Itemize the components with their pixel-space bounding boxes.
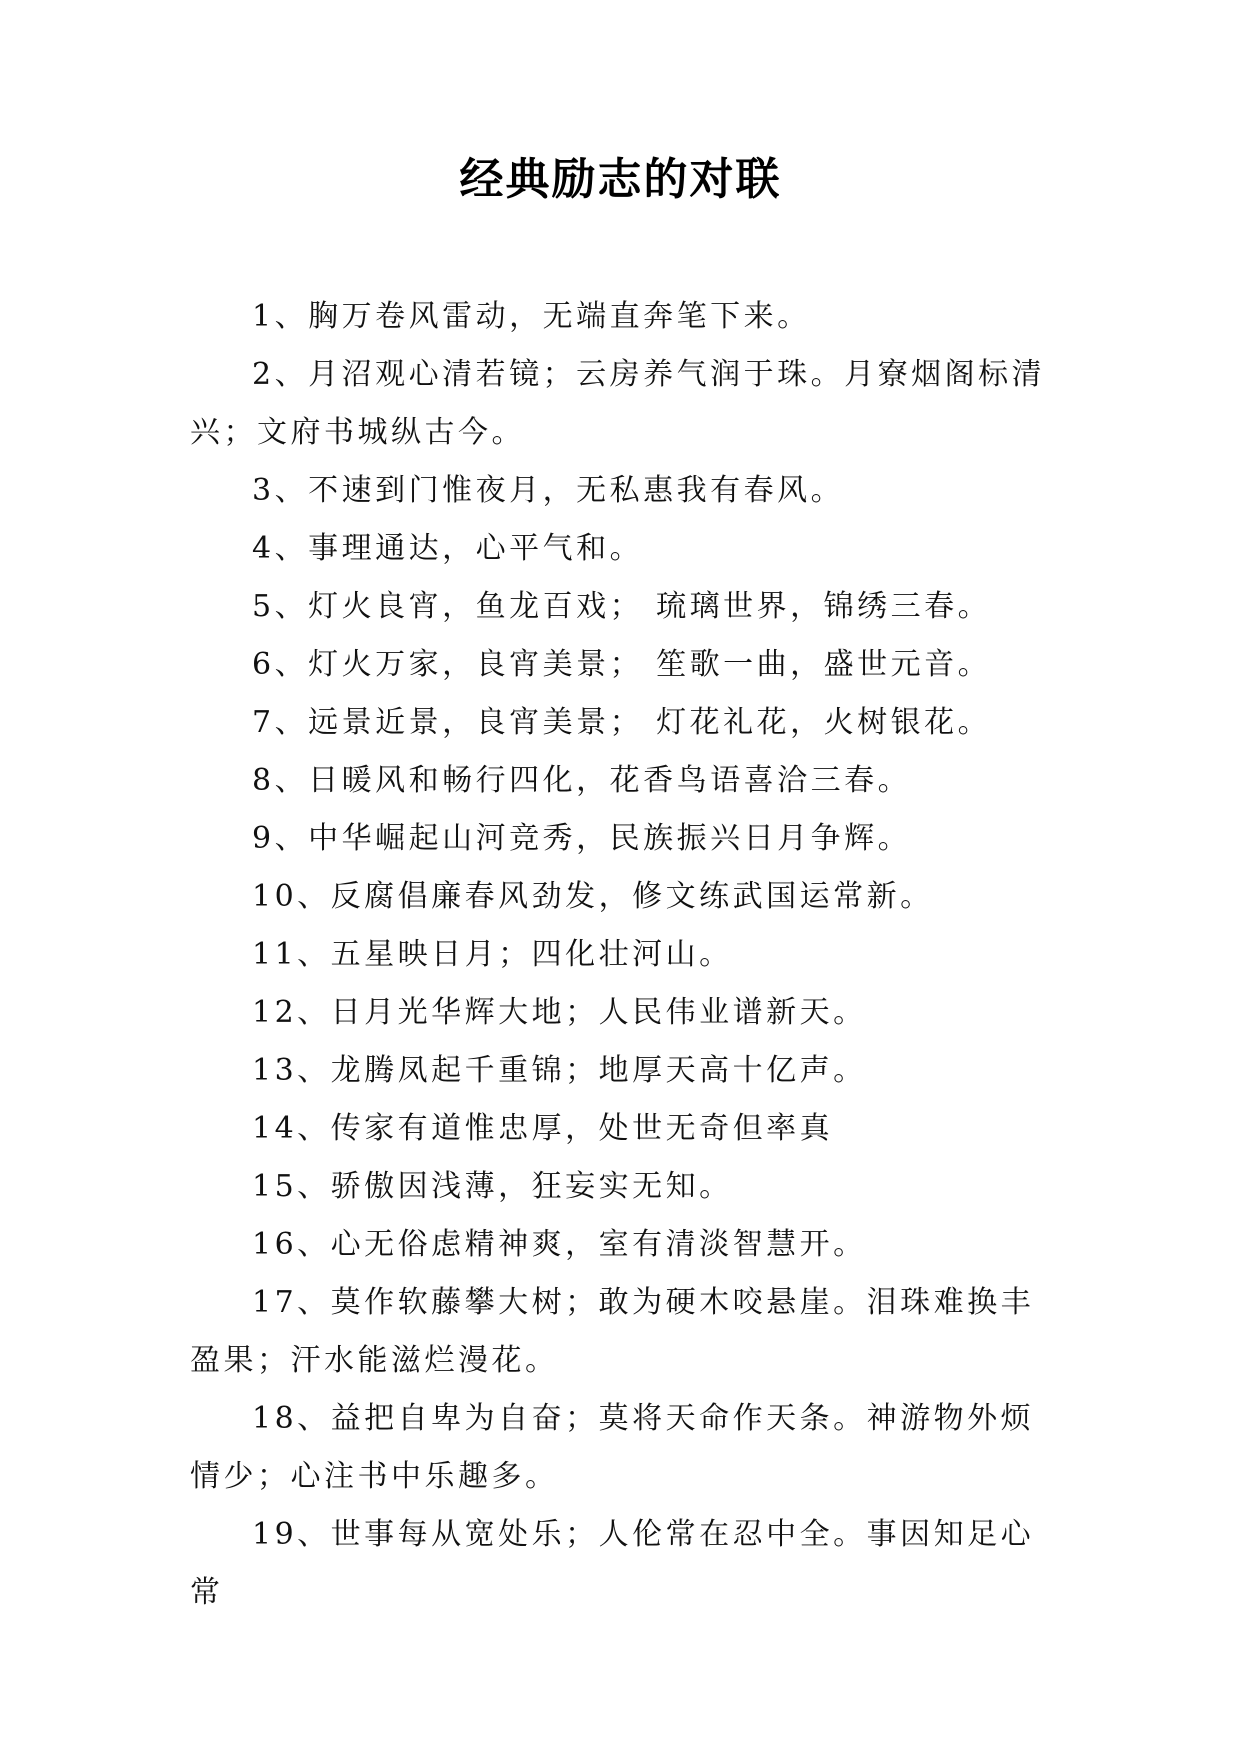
couplet-paragraph-3: 3、不速到门惟夜月，无私惠我有春风。 bbox=[252, 473, 845, 508]
couplet-paragraph-16: 16、心无俗虑精神爽，室有清淡智慧开。 bbox=[252, 1227, 867, 1262]
couplet-paragraph-6: 6、灯火万家，良宵美景； 笙歌一曲，盛世元音。 bbox=[252, 647, 992, 682]
couplet-paragraph-13: 13、龙腾凤起千重锦；地厚天高十亿声。 bbox=[252, 1053, 867, 1088]
page-title: 经典励志的对联 bbox=[459, 154, 782, 205]
couplet-paragraph-14: 14、传家有道惟忠厚，处世无奇但率真 bbox=[252, 1111, 834, 1146]
couplet-paragraph-8: 8、日暖风和畅行四化，花香鸟语喜洽三春。 bbox=[252, 763, 912, 798]
couplet-paragraph-10: 10、反腐倡廉春风劲发，修文练武国运常新。 bbox=[252, 879, 934, 914]
couplet-paragraph-11: 11、五星映日月；四化壮河山。 bbox=[252, 937, 733, 972]
couplet-paragraph-17: 17、莫作软藤攀大树；敢为硬木咬悬崖。泪珠难换丰盈果；汗水能滋烂漫花。 bbox=[190, 1285, 1035, 1378]
couplet-paragraph-12: 12、日月光华辉大地；人民伟业谱新天。 bbox=[252, 995, 867, 1030]
couplet-paragraph-4: 4、事理通达，心平气和。 bbox=[252, 531, 644, 566]
couplet-paragraph-7: 7、远景近景，良宵美景； 灯花礼花，火树银花。 bbox=[252, 705, 992, 740]
couplet-paragraph-1: 1、胸万卷风雷动，无端直奔笔下来。 bbox=[252, 299, 811, 334]
couplet-paragraph-18: 18、益把自卑为自奋；莫将天命作天条。神游物外烦情少；心注书中乐趣多。 bbox=[190, 1401, 1035, 1494]
couplet-paragraph-9: 9、中华崛起山河竞秀，民族振兴日月争辉。 bbox=[252, 821, 912, 856]
couplet-paragraph-15: 15、骄傲因浅薄，狂妄实无知。 bbox=[252, 1169, 733, 1204]
couplet-list bbox=[190, 288, 1058, 1622]
couplet-paragraph-5: 5、灯火良宵，鱼龙百戏； 琉璃世界，锦绣三春。 bbox=[252, 589, 992, 624]
couplet-paragraph-2: 2、月沼观心清若镜；云房养气润于珠。月寮烟阁标清兴；文府书城纵古今。 bbox=[190, 357, 1046, 450]
couplet-paragraph-19: 19、世事每从宽处乐；人伦常在忍中全。事因知足心常 bbox=[190, 1517, 1035, 1610]
